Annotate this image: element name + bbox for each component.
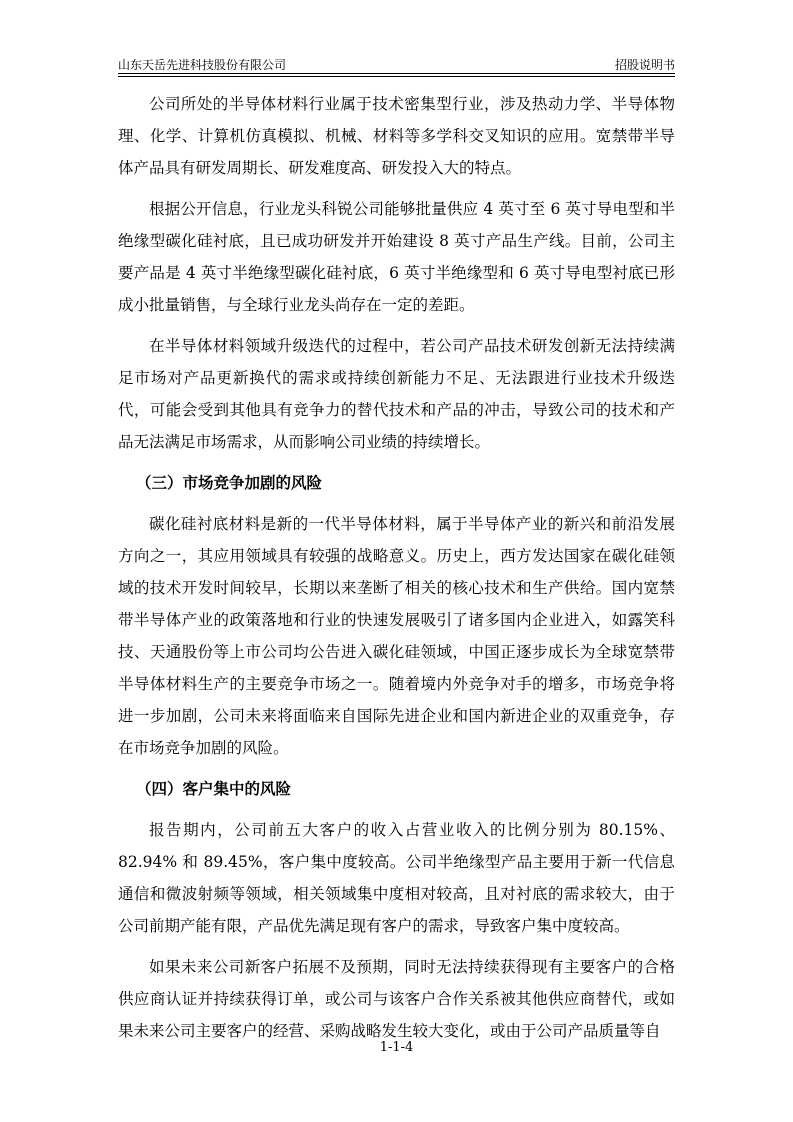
paragraph: 根据公开信息，行业龙头科锐公司能够批量供应 4 英寸至 6 英寸导电型和半绝缘型碳化硅衬底，且已成功研发并开始建设 8 英寸产品生产线。目前，公司主要产品是 4 英寸半绝缘型碳化硅衬底，6 英寸半绝缘型和 6 英寸导电型衬底已形成小批量销售，与全球行业龙头尚存在一定的差距。 [118,200,675,314]
page-number: 1-1-4 [379,1040,414,1055]
paragraph: 在半导体材料领域升级迭代的过程中，若公司产品技术研发创新无法持续满足市场对产品更新换代的需求或持续创新能力不足、无法跟进行业技术升级迭代，可能会受到其他具有竞争力的替代技术和产品的冲击，导致公司的技术和产品无法满足市场需求，从而影响公司业绩的持续增长。 [118,337,675,451]
section-heading-market-competition: （三）市场竞争加剧的风险 [136,474,323,492]
paragraph: 碳化硅衬底材料是新的一代半导体材料，属于半导体产业的新兴和前沿发展方向之一，其应用领域具有较强的战略意义。历史上，西方发达国家在碳化硅领域的技术开发时间较早，长期以来垄断了相关的核心技术和生产供给。国内宽禁带半导体产业的政策落地和行业的快速发展吸引了诸多国内企业进入，如露笑科技、天通股份等上市公司均公告进入碳化硅领域，中国正逐步成长为全球宽禁带半导体材料生产的主要竞争市场之一。随着境内外竞争对手的增多，市场竞争将进一步加剧，公司未来将面临来自国际先进企业和国内新进企业的双重竞争，存在市场竞争加剧的风险。 [118,515,675,757]
paragraph: 如果未来公司新客户拓展不及预期，同时无法持续获得现有主要客户的合格供应商认证并持续获得订单，或公司与该客户合作关系被其他供应商替代，或如果未来公司主要客户的经营、采购战略发生较大变化，或由于公司产品质量等自 [118,958,675,1040]
header-rule [118,73,675,74]
header-company: 山东天岳先进科技股份有限公司 [118,58,287,72]
paragraph: 报告期内，公司前五大客户的收入占营业收入的比例分别为 80.15%、82.94% 和 89.45%，客户集中度较高。公司半绝缘型产品主要用于新一代信息通信和微波射频等领域，相关领域集中度相对较高，且对衬底的需求较大，由于公司前期产能有限，产品优先满足现有客户的需求，导致客户集中度较高。 [118,821,675,935]
section-heading-customer-concentration: （四）客户集中的风险 [136,780,292,798]
header-rule-thin [118,76,675,77]
header-doc-type: 招股说明书 [614,58,675,72]
page-header [118,50,675,74]
paragraph: 公司所处的半导体材料行业属于技术密集型行业，涉及热动力学、半导体物理、化学、计算机仿真模拟、机械、材料等多学科交叉知识的应用。宽禁带半导体产品具有研发周期长、研发难度高、研发投入大的特点。 [118,95,675,177]
document-body [118,88,675,1056]
